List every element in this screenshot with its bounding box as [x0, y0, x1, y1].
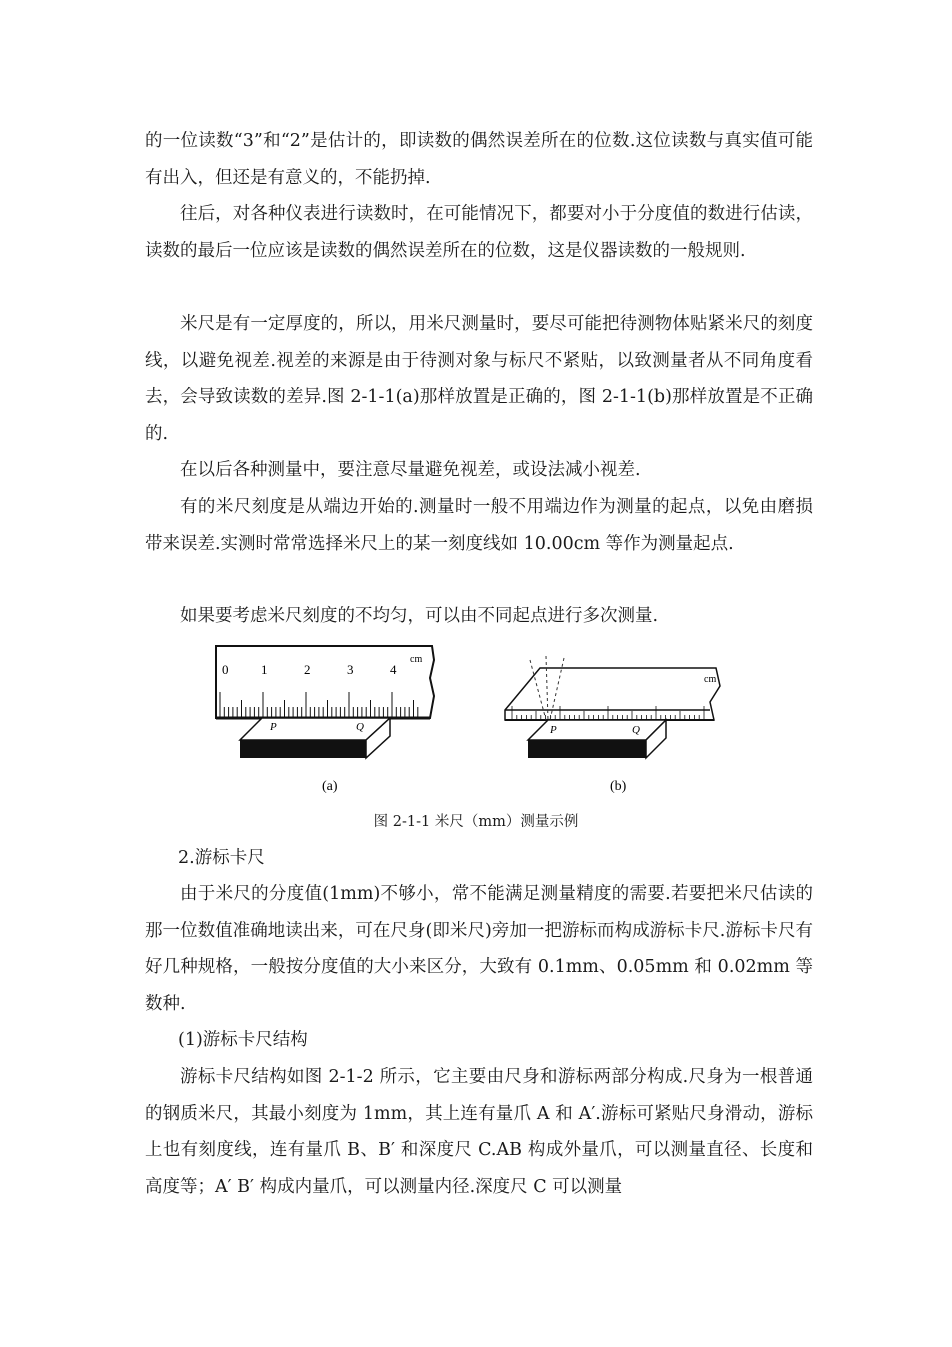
ruler-a-number-2: 2	[304, 662, 311, 677]
ruler-a-number-4: 4	[390, 662, 397, 677]
ruler-a	[216, 646, 434, 718]
ruler-figure-svg	[200, 640, 760, 800]
point-q-b: Q	[632, 724, 640, 736]
paragraph-6: 如果要考虑米尺刻度的不均匀，可以由不同起点进行多次测量.	[180, 606, 659, 626]
figure-caption: 图 2-1-1 米尺（mm）测量示例	[373, 814, 579, 830]
sub-heading: (1)游标卡尺结构	[178, 1030, 308, 1050]
paragraph-7: 由于米尺的分度值(1mm)不够小，常不能满足测量精度的需要.若要把米尺估读的那一位数值准确地读出来，可在尺身(即米尺)旁加一把游标而构成游标卡尺.游标卡尺有好几种规格，一般按分度值的大小来区分，大致有 0.1mm、0.05mm 和 0.02mm 等数种.	[145, 884, 813, 1014]
paragraph-5: 有的米尺刻度是从端边开始的.测量时一般不用端边作为测量的起点，以免由磨损带来误差.实测时常常选择米尺上的某一刻度线如 10.00cm 等作为测量起点.	[145, 497, 813, 554]
label-a: (a)	[322, 779, 338, 794]
paragraph-1: 的一位读数“3”和“2”是估计的，即读数的偶然误差所在的位数.这位读数与真实值可能有出入，但还是有意义的，不能扔掉.	[145, 131, 813, 188]
point-p-b: P	[550, 724, 557, 736]
ruler-a-number-0: 0	[222, 662, 229, 677]
ruler-b	[505, 656, 720, 720]
block-b	[528, 720, 666, 758]
paragraph-8: 游标卡尺结构如图 2-1-2 所示，它主要由尺身和游标两部分构成.尺身为一根普通的钢质米尺，其最小刻度为 1mm，其上连有量爪 A 和 A′.游标可紧贴尺身滑动，游标上也有刻度线，连有量爪 B、B′ 和深度尺 C.AB 构成外量爪，可以测量直径、长度和高度等；A′ B′ 构成内量爪，可以测量内径.深度尺 C 可以测量	[145, 1067, 813, 1197]
figure-ruler-measurement	[200, 640, 760, 800]
section-heading: 2.游标卡尺	[178, 848, 265, 868]
point-q-a: Q	[356, 721, 364, 733]
paragraph-4: 在以后各种测量中，要注意尽量避免视差，或设法减小视差.	[180, 460, 641, 480]
label-b: (b)	[610, 779, 627, 794]
point-p-a: P	[270, 721, 277, 733]
block-a	[240, 718, 390, 758]
ruler-a-number-1: 1	[261, 662, 268, 677]
paragraph-3: 米尺是有一定厚度的，所以，用米尺测量时，要尽可能把待测物体贴紧米尺的刻度线，以避免视差.视差的来源是由于待测对象与标尺不紧贴，以致测量者从不同角度看去，会导致读数的差异.图 2-1-1(a)那样放置是正确的，图 2-1-1(b)那样放置是不正确的.	[145, 314, 813, 444]
ruler-a-unit: cm	[410, 654, 423, 665]
paragraph-2: 往后，对各种仪表进行读数时，在可能情况下，都要对小于分度值的数进行估读，读数的最后一位应该是读数的偶然误差所在的位数，这是仪器读数的一般规则.	[145, 204, 813, 261]
ruler-b-unit: cm	[704, 674, 717, 685]
ruler-a-number-3: 3	[347, 662, 354, 677]
